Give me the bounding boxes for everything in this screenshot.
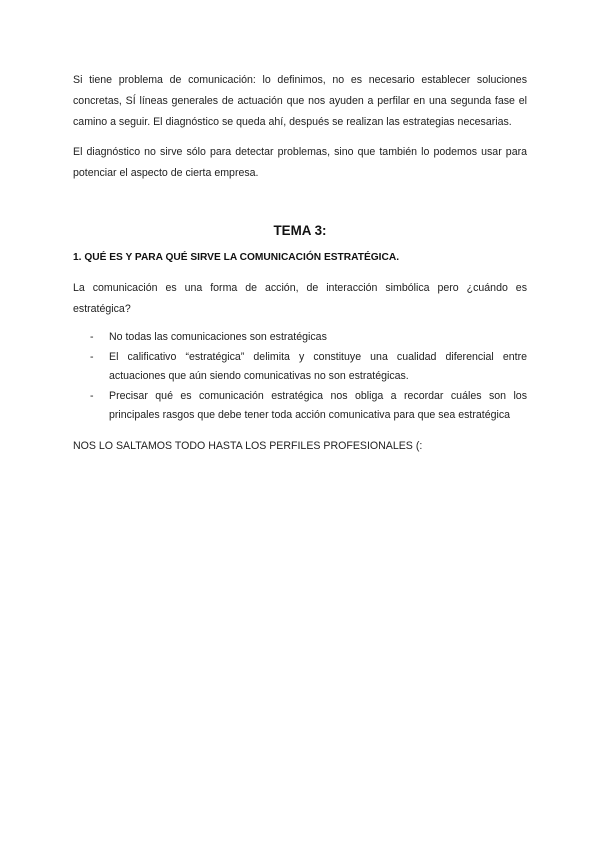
section-title: TEMA 3: <box>273 223 327 238</box>
paragraph-diagnosis-use: El diagnóstico no sirve sólo para detectar problemas, sino que también lo podemos usar para potenciar el aspecto de cierta empresa. <box>73 146 527 179</box>
bullet-dash: - <box>90 331 94 343</box>
list-item <box>73 348 527 387</box>
bullet-dash: - <box>90 350 94 363</box>
list-item-text: El calificativo “estratégica” delimita y constituye una cualidad diferencial entre actuaciones que aún siendo comunicativas no son estratégicas. <box>109 350 527 382</box>
list-item <box>73 328 527 348</box>
document-page <box>73 70 527 457</box>
bullet-dash: - <box>90 389 94 402</box>
bullet-list <box>73 328 527 426</box>
list-item <box>73 387 527 426</box>
list-item-text: Precisar qué es comunicación estratégica nos obliga a recordar cuáles son los principales rasgos que debe tener toda acción comunicativa para que sea estratégica <box>109 389 527 421</box>
paragraph-intro: La comunicación es una forma de acción, de interacción simbólica pero ¿cuándo es estratégica? <box>73 282 527 315</box>
list-item-text: No todas las comunicaciones son estratégicas <box>109 331 327 343</box>
closing-note: NOS LO SALTAMOS TODO HASTA LOS PERFILES PROFESIONALES (: <box>73 439 423 452</box>
paragraph-communication-problem: Si tiene problema de comunicación: lo definimos, no es necesario establecer soluciones concretas, SÍ líneas generales de actuación que nos ayuden a perfilar en una segunda fase el camino a seguir. El diagnóstico se queda ahí, después se realizan las estrategias necesarias. <box>73 74 527 128</box>
section-subtitle: 1. QUÉ ES Y PARA QUÉ SIRVE LA COMUNICACIÓN ESTRATÉGICA. <box>73 252 400 263</box>
